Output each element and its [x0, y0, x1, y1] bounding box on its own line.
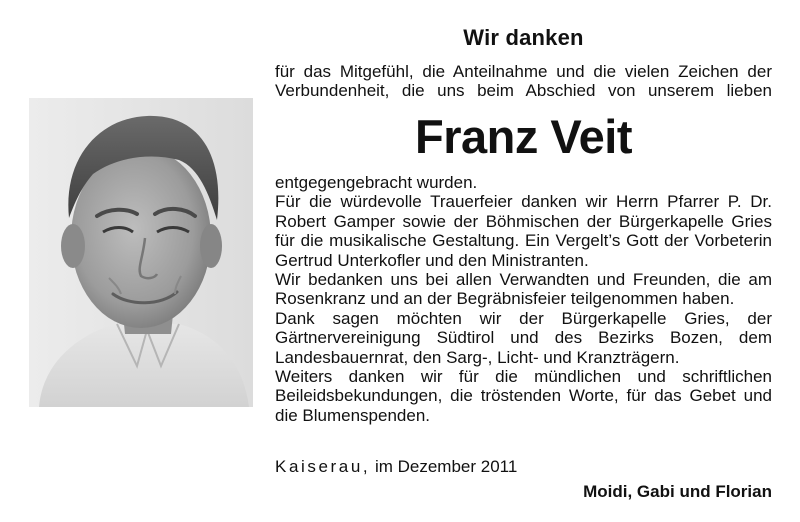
date: im Dezember 2011 — [374, 457, 518, 476]
portrait-illustration — [29, 98, 253, 407]
portrait-photo — [29, 98, 253, 407]
signature: Moidi, Gabi und Florian — [583, 482, 772, 501]
paragraph-3: Wir bedanken uns bei allen Verwandten und Freunden, die am Rosenkranz und an der Begräbnisfeier teilgenommen haben. — [275, 270, 772, 309]
intro-line-2: Verbundenheit, die uns beim Abschied von unserem lieben — [275, 81, 772, 100]
place: Kaiserau, — [275, 457, 371, 476]
paragraph-2: Für die würdevolle Trauerfeier danken wir Herrn Pfarrer P. Dr. Robert Gamper sowie der Böhmischen der Bürgerkapelle Gries für die musikalische Gestaltung. Ein Vergelt’s Gott der Vorbeterin Gertrud Unterkofler und den Ministranten. — [275, 192, 772, 270]
body-text — [275, 173, 772, 425]
intro-line-1: für das Mitgefühl, die Anteilnahme und die vielen Zeichen der — [275, 62, 772, 81]
paragraph-5: Weiters danken wir für die mündlichen und schriftlichen Beileidsbekundungen, die tröstenden Worte, für das Gebet und die Blumenspenden. — [275, 367, 772, 425]
deceased-name: Franz Veit — [414, 110, 632, 163]
intro-text — [275, 62, 772, 100]
paragraph-4: Dank sagen möchten wir der Bürgerkapelle Gries, der Gärtnervereinigung Südtirol und des Bezirks Bozen, dem Landesbauernrat, den Sarg-, Licht- und Kranzträgern. — [275, 308, 772, 367]
place-and-date — [275, 457, 517, 477]
heading: Wir danken — [463, 25, 584, 50]
paragraph-1: entgegengebracht wurden. — [275, 173, 478, 192]
